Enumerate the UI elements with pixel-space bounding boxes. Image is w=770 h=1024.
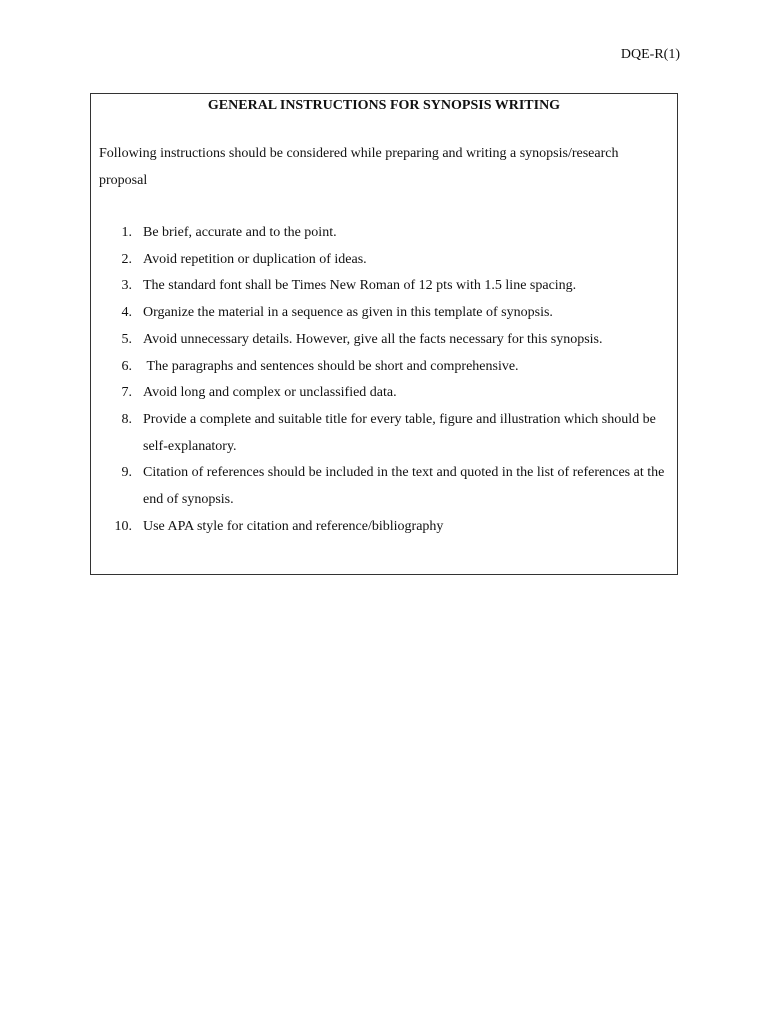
- list-item-number: 7.: [121, 385, 132, 401]
- list-item: [99, 273, 669, 300]
- list-item-number: 6.: [121, 358, 132, 374]
- list-item-text: Avoid repetition or duplication of ideas.: [143, 251, 367, 267]
- list-item-text: Provide a complete and suitable title for every table, figure and illustration which should be self-explanatory.: [143, 411, 656, 454]
- list-item-number: 1.: [121, 225, 132, 240]
- list-item-text: Use APA style for citation and reference/bibliography: [143, 518, 444, 534]
- instructions-box: [90, 93, 678, 575]
- list-item: [99, 380, 669, 407]
- list-item: [99, 354, 669, 381]
- list-item: [99, 220, 669, 247]
- list-item: [99, 300, 669, 327]
- list-item-number: 9.: [121, 465, 132, 481]
- list-item-number: 10.: [114, 518, 132, 534]
- list-item-number: 5.: [121, 331, 132, 347]
- list-item: [99, 460, 669, 513]
- list-item-number: 4.: [121, 305, 132, 321]
- list-item-text: Organize the material in a sequence as given in this template of synopsis.: [143, 305, 553, 321]
- list-item-text: The paragraphs and sentences should be short and comprehensive.: [143, 358, 519, 374]
- list-item-text: Citation of references should be included in the text and quoted in the list of references at the end of synopsis.: [143, 465, 665, 508]
- list-item-number: 3.: [121, 278, 132, 294]
- list-item-text: Be brief, accurate and to the point.: [143, 225, 337, 240]
- intro-paragraph: Following instructions should be considered while preparing and writing a synopsis/research proposal: [99, 146, 619, 188]
- list-item-number: 2.: [121, 251, 132, 267]
- list-item-number: 8.: [121, 411, 132, 427]
- instructions-list: [99, 220, 669, 540]
- list-item: [99, 327, 669, 354]
- list-item-text: Avoid unnecessary details. However, give all the facts necessary for this synopsis.: [143, 331, 603, 347]
- list-item-text: The standard font shall be Times New Roman of 12 pts with 1.5 line spacing.: [143, 278, 577, 294]
- document-code: DQE-R(1): [620, 47, 680, 62]
- list-item: [99, 407, 669, 460]
- box-title: GENERAL INSTRUCTIONS FOR SYNOPSIS WRITING: [207, 98, 561, 113]
- list-item-text: Avoid long and complex or unclassified data.: [143, 385, 397, 401]
- list-item: [99, 247, 669, 274]
- list-item: [99, 514, 669, 541]
